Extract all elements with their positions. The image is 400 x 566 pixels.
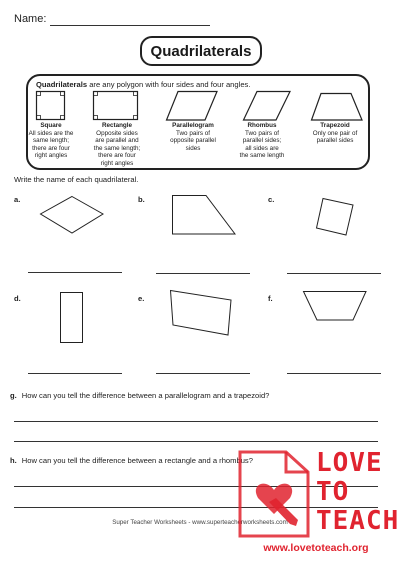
- problem-label-c: c.: [268, 195, 275, 204]
- page-title: Quadrilaterals: [140, 36, 262, 66]
- answer-line-a[interactable]: [28, 272, 122, 273]
- problem-label-b: b.: [138, 195, 145, 204]
- definition-term: Rectangle: [101, 122, 133, 129]
- problem-c-square-shape: [316, 198, 354, 236]
- definition-desc-line: parallel sides;: [242, 137, 282, 145]
- definition-term: Rhombus: [247, 122, 277, 129]
- love-to-teach-logo-icon: [236, 450, 310, 538]
- rectangle-example-shape: [93, 91, 139, 121]
- definition-desc-line: right angles: [100, 159, 134, 167]
- answer-line-d[interactable]: [28, 373, 122, 374]
- question-h-label: h.: [10, 456, 17, 465]
- problem-f-trapezoid-shape: [303, 291, 367, 321]
- definition-trapezoid: [300, 122, 370, 145]
- problem-label-a: a.: [14, 195, 21, 204]
- definition-desc-line: are parallel and: [95, 137, 139, 145]
- watermark-love: LOVE: [316, 448, 383, 478]
- answer-line-g1[interactable]: [14, 421, 378, 422]
- square-example-shape: [36, 91, 66, 121]
- definition-desc-line: Opposite sides: [96, 129, 138, 137]
- definitions-intro: [36, 80, 250, 89]
- definition-desc-line: the same length;: [93, 144, 141, 152]
- watermark-to: TO: [316, 477, 350, 507]
- answer-line-f[interactable]: [287, 373, 381, 374]
- definition-desc-line: opposite parallel: [170, 137, 216, 145]
- problem-e-parallelogram-shape: [170, 290, 232, 336]
- definition-rectangle: [86, 122, 148, 168]
- page-footer: Super Teacher Worksheets - www.superteacherworksheets.com: [112, 519, 288, 526]
- name-answer-line[interactable]: [50, 25, 210, 26]
- problem-d-rectangle-shape: [60, 292, 84, 344]
- trapezoid-example-shape: [311, 93, 363, 121]
- question-g-text: How can you tell the difference between a parallelogram and a trapezoid?: [21, 391, 270, 400]
- problem-label-e: e.: [138, 294, 145, 303]
- definition-parallelogram: [158, 122, 228, 152]
- question-h: [10, 456, 253, 465]
- watermark-teach: TEACH: [316, 506, 400, 536]
- question-g: [10, 391, 269, 400]
- definition-desc-line: same length;: [32, 137, 70, 145]
- definition-desc-line: all sides are: [245, 144, 279, 152]
- definition-term: Square: [40, 122, 62, 129]
- definition-desc-line: parallel sides: [316, 137, 354, 145]
- watermark-url: www.lovetoteach.org: [263, 542, 369, 554]
- definition-desc-line: the same length: [239, 152, 285, 160]
- definition-desc-line: right angles: [34, 152, 68, 160]
- definition-term: Trapezoid: [320, 122, 350, 129]
- answer-line-e[interactable]: [156, 373, 250, 374]
- definition-rhombus: [230, 122, 294, 160]
- name-label: Name:: [14, 13, 47, 25]
- parallelogram-example-shape: [166, 91, 218, 121]
- intro-text: are any polygon with four sides and four angles.: [87, 80, 251, 89]
- definition-desc-line: All sides are the: [28, 129, 74, 137]
- definition-desc-line: there are four: [32, 144, 70, 152]
- problem-b-trapezoid-shape: [172, 195, 236, 235]
- definition-term: Parallelogram: [172, 122, 214, 129]
- answer-line-b[interactable]: [156, 273, 250, 274]
- intro-term: Quadrilaterals: [36, 80, 88, 89]
- problem-a-rhombus-shape: [40, 196, 104, 234]
- definition-desc-line: sides: [185, 144, 201, 152]
- definition-desc-line: there are four: [98, 152, 136, 160]
- rhombus-example-shape: [243, 91, 291, 121]
- definition-desc-line: Only one pair of: [312, 129, 358, 137]
- definition-desc-line: Two pairs of: [245, 129, 279, 137]
- definition-desc-line: Two pairs of: [176, 129, 210, 137]
- instructions: Write the name of each quadrilateral.: [14, 175, 139, 184]
- problem-label-f: f.: [268, 294, 273, 303]
- question-h-text: How can you tell the difference between a rectangle and a rhombus?: [21, 456, 253, 465]
- problem-label-d: d.: [14, 294, 21, 303]
- answer-line-g2[interactable]: [14, 441, 378, 442]
- question-g-label: g.: [10, 391, 17, 400]
- answer-line-c[interactable]: [287, 273, 381, 274]
- definition-square: [22, 122, 80, 160]
